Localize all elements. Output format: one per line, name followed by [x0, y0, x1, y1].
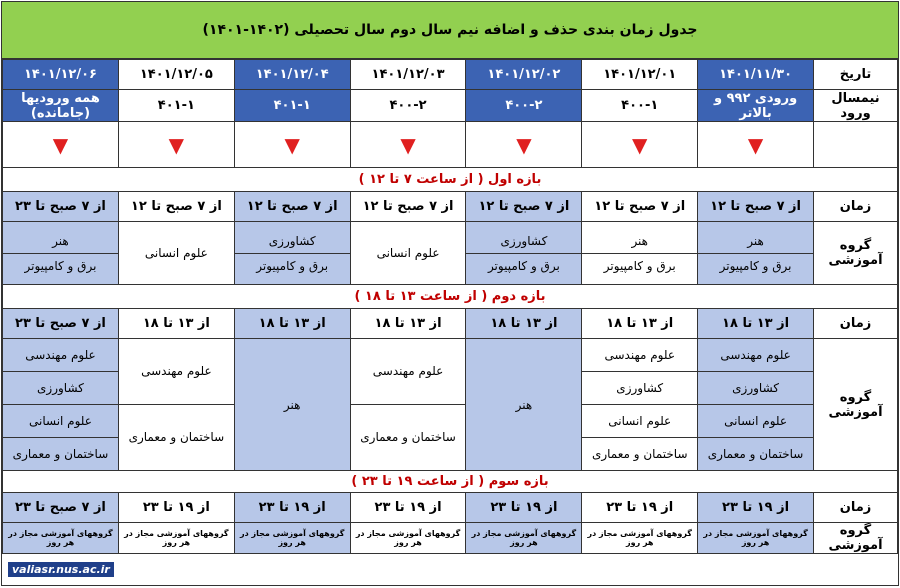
time-cell: از ۱۳ تا ۱۸	[698, 309, 814, 339]
time-cell: از ۷ صبح تا ۲۳	[3, 192, 119, 222]
group-item: ساختمان و معماری	[119, 404, 234, 470]
time-cell: از ۷ صبح تا ۱۲	[466, 192, 582, 222]
group-item: هنر	[52, 233, 69, 248]
entry-cell: ورودی ۹۹۲ و بالاتر	[698, 90, 814, 122]
group-item: علوم مهندسی	[720, 348, 791, 362]
group-item: برق و کامپیوتر	[582, 253, 697, 278]
down-arrow-icon: ▼	[118, 122, 234, 168]
entry-cell: ۴۰۰-۲	[466, 90, 582, 122]
group-item: برق و کامپیوتر	[3, 253, 118, 278]
time-cell: از ۷ صبح تا ۲۳	[3, 309, 119, 339]
down-arrow-icon: ▼	[234, 122, 350, 168]
range-heading: بازه دوم ( از ساعت ۱۳ تا ۱۸ )	[3, 285, 898, 309]
blank-cell	[814, 122, 898, 168]
group-item: علوم مهندسی	[604, 348, 675, 362]
time-cell: از ۱۳ تا ۱۸	[234, 309, 350, 339]
group-cell	[118, 339, 234, 471]
label-group: گروه آموزشی	[814, 523, 898, 554]
date-cell: ۱۴۰۱/۱۲/۰۱	[582, 60, 698, 90]
range-heading: بازه اول ( از ساعت ۷ تا ۱۲ )	[3, 168, 898, 192]
group-cell	[118, 222, 234, 285]
group-cell	[234, 339, 350, 471]
date-cell: ۱۴۰۱/۱۱/۳۰	[698, 60, 814, 90]
time-cell: از ۷ صبح تا ۱۲	[350, 192, 466, 222]
down-arrow-icon: ▼	[466, 122, 582, 168]
label-entry: نیمسال ورود	[814, 90, 898, 122]
group-item: کشاورزی	[500, 233, 548, 248]
date-cell: ۱۴۰۱/۱۲/۰۶	[3, 60, 119, 90]
entry-cell: ۴۰۰-۲	[350, 90, 466, 122]
down-arrow-icon: ▼	[3, 122, 119, 168]
time-cell: از ۷ صبح تا ۱۲	[234, 192, 350, 222]
time-cell: از ۱۳ تا ۱۸	[118, 309, 234, 339]
group-cell	[466, 339, 582, 471]
group-item: علوم مهندسی	[25, 348, 96, 362]
time-cell: از ۱۹ تا ۲۳	[582, 493, 698, 523]
range-heading: بازه سوم ( از ساعت ۱۹ تا ۲۳ )	[3, 471, 898, 493]
time-cell: از ۱۹ تا ۲۳	[698, 493, 814, 523]
label-group: گروه آموزشی	[814, 339, 898, 471]
group-item: علوم انسانی	[698, 404, 813, 437]
group-item: ساختمان و معماری	[3, 437, 118, 470]
group-item: هنر	[283, 397, 301, 412]
schedule-table	[2, 59, 898, 554]
group-item: کشاورزی	[3, 371, 118, 404]
group-cell: گروههای آموزشی مجاز در هر روز	[698, 523, 814, 554]
time-cell: از ۱۳ تا ۱۸	[466, 309, 582, 339]
group-cell: گروههای آموزشی مجاز در هر روز	[3, 523, 119, 554]
group-item: هنر	[515, 397, 533, 412]
time-cell: از ۱۳ تا ۱۸	[582, 309, 698, 339]
time-cell: از ۱۹ تا ۲۳	[466, 493, 582, 523]
group-item: ساختمان و معماری	[351, 404, 466, 470]
group-item: برق و کامپیوتر	[698, 253, 813, 278]
entry-cell: ۴۰۱-۱	[234, 90, 350, 122]
group-cell: گروههای آموزشی مجاز در هر روز	[118, 523, 234, 554]
label-time: زمان	[814, 309, 898, 339]
group-item: کشاورزی	[268, 233, 316, 248]
group-cell	[234, 222, 350, 285]
group-cell	[698, 339, 814, 471]
down-arrow-icon: ▼	[582, 122, 698, 168]
group-item: علوم مهندسی	[141, 364, 212, 378]
date-cell: ۱۴۰۱/۱۲/۰۳	[350, 60, 466, 90]
group-cell	[466, 222, 582, 285]
group-item: هنر	[747, 233, 764, 248]
time-cell: از ۱۹ تا ۲۳	[350, 493, 466, 523]
group-cell	[3, 222, 119, 285]
group-cell	[698, 222, 814, 285]
group-cell: گروههای آموزشی مجاز در هر روز	[350, 523, 466, 554]
group-cell: گروههای آموزشی مجاز در هر روز	[466, 523, 582, 554]
group-item: علوم انسانی	[376, 246, 440, 260]
group-cell: گروههای آموزشی مجاز در هر روز	[234, 523, 350, 554]
page-title: جدول زمان بندی حذف و اضافه نیم سال دوم سال تحصیلی (۱۴۰۲-۱۴۰۱)	[2, 2, 898, 59]
time-cell: از ۱۹ تا ۲۳	[118, 493, 234, 523]
group-item: علوم انسانی	[144, 246, 208, 260]
schedule-sheet	[1, 1, 899, 586]
date-cell: ۱۴۰۱/۱۲/۰۴	[234, 60, 350, 90]
group-item: علوم انسانی	[582, 404, 697, 437]
group-cell	[350, 222, 466, 285]
entry-cell: ۴۰۰-۱	[582, 90, 698, 122]
date-cell: ۱۴۰۱/۱۲/۰۵	[118, 60, 234, 90]
down-arrow-icon: ▼	[698, 122, 814, 168]
down-arrow-icon: ▼	[350, 122, 466, 168]
time-cell: از ۷ صبح تا ۱۲	[118, 192, 234, 222]
group-item: ساختمان و معماری	[582, 437, 697, 470]
date-cell: ۱۴۰۱/۱۲/۰۲	[466, 60, 582, 90]
group-item: ساختمان و معماری	[698, 437, 813, 470]
group-item: کشاورزی	[582, 371, 697, 404]
entry-cell: همه ورودیها (جامانده)	[3, 90, 119, 122]
group-cell	[3, 339, 119, 471]
time-cell: از ۷ صبح تا ۱۲	[582, 192, 698, 222]
group-cell	[350, 339, 466, 471]
group-cell: گروههای آموزشی مجاز در هر روز	[582, 523, 698, 554]
group-item: برق و کامپیوتر	[235, 253, 350, 278]
group-item: علوم مهندسی	[372, 364, 444, 378]
label-time: زمان	[814, 493, 898, 523]
group-cell	[582, 339, 698, 471]
label-time: زمان	[814, 192, 898, 222]
entry-cell: ۴۰۱-۱	[118, 90, 234, 122]
group-item: هنر	[631, 233, 649, 248]
time-cell: از ۷ صبح تا ۱۲	[698, 192, 814, 222]
site-watermark: valiasr.nus.ac.ir	[8, 562, 114, 577]
group-item: برق و کامپیوتر	[466, 253, 581, 278]
label-group: گروه آموزشی	[814, 222, 898, 285]
group-cell	[582, 222, 698, 285]
time-cell: از ۷ صبح تا ۲۳	[3, 493, 119, 523]
time-cell: از ۱۳ تا ۱۸	[350, 309, 466, 339]
label-date: تاریخ	[814, 60, 898, 90]
group-item: علوم انسانی	[3, 404, 118, 437]
time-cell: از ۱۹ تا ۲۳	[234, 493, 350, 523]
group-item: کشاورزی	[698, 371, 813, 404]
